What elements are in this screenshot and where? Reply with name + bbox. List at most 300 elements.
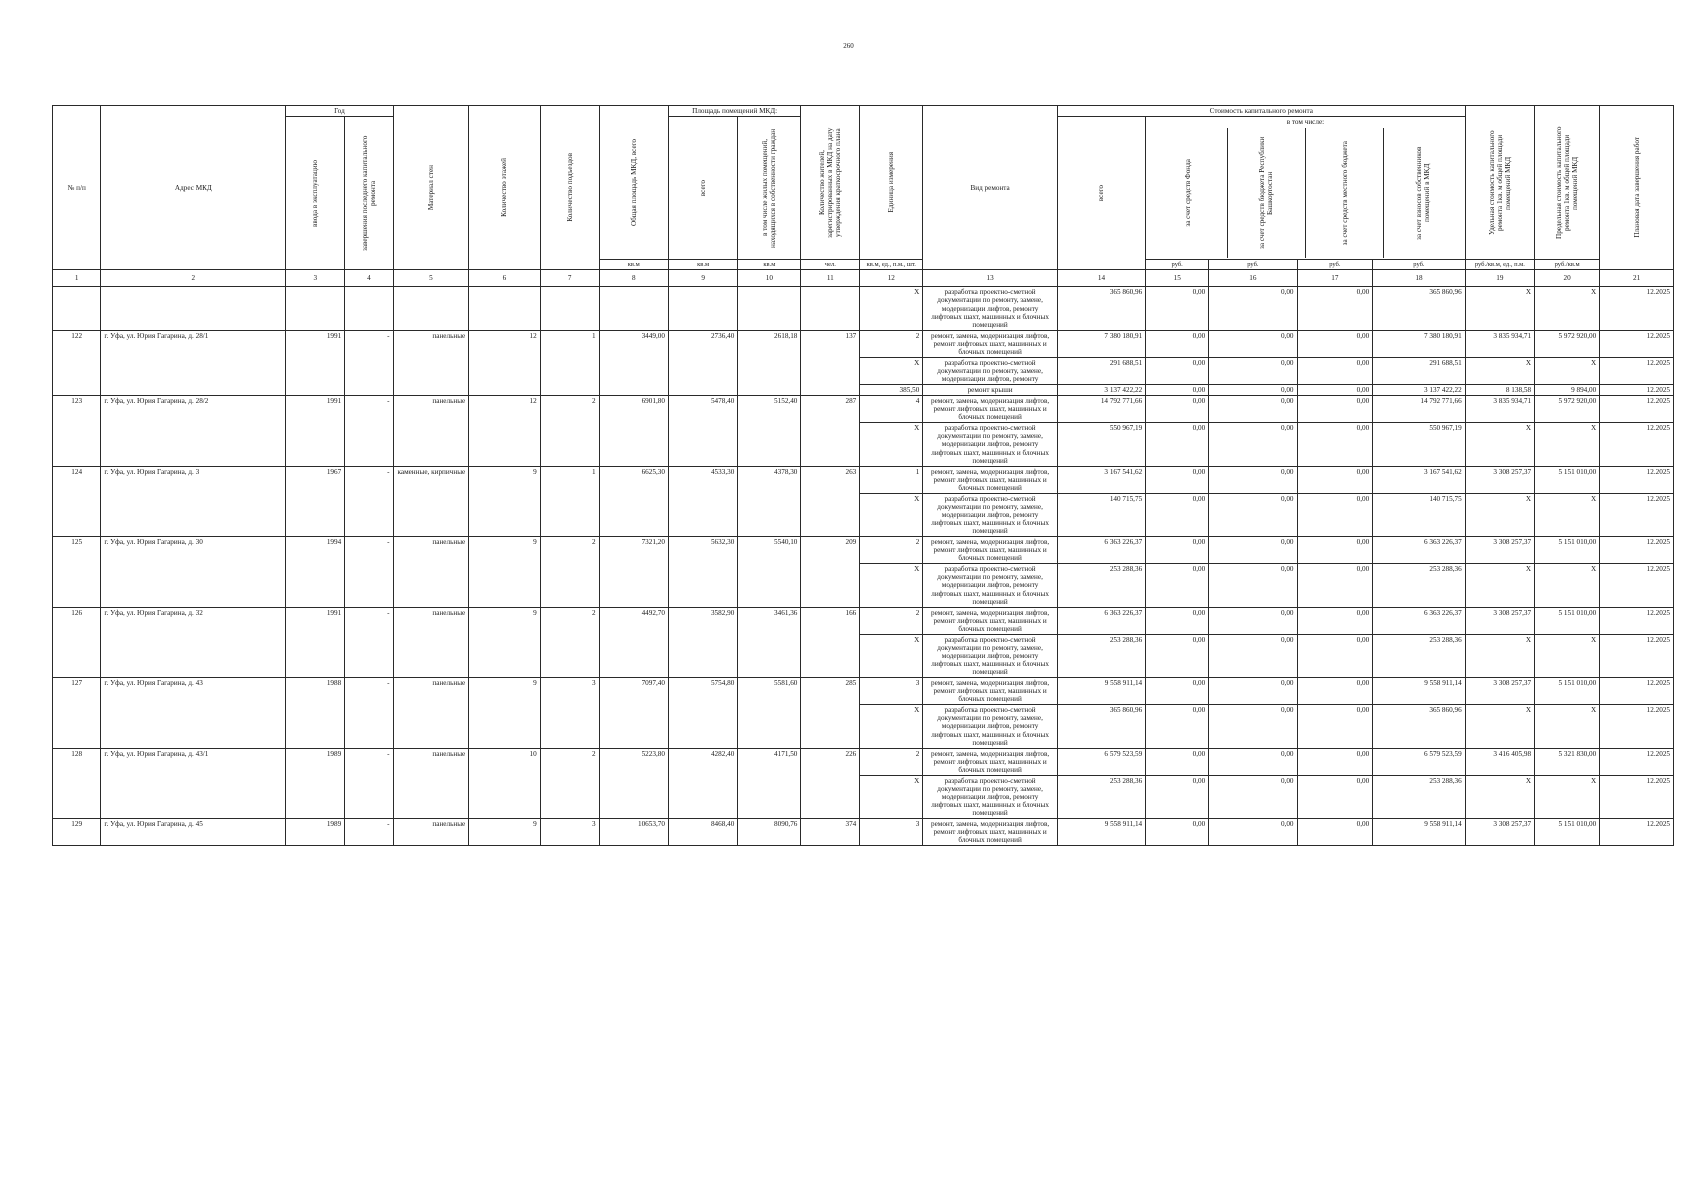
premises-total: 5632,30 [668,537,737,608]
cost-republic: 0,00 [1209,607,1297,634]
year-commission: 1991 [286,396,345,467]
year-commission: 1967 [286,466,345,537]
deadline: 12.2025 [1600,466,1674,493]
limit-cost: 5 151 010,00 [1535,819,1600,846]
unit-residents: чел. [801,260,860,270]
work-quantity: X [860,423,923,466]
header-unit-cost-text: Удельная стоимость капитального ремонта 1кв. м общей площади помещений МКД [1487,130,1512,235]
cost-republic: 0,00 [1209,705,1297,748]
building-address: г. Уфа, ул. Юрия Гагарина, д. 43 [101,678,286,749]
unit-unit-cost: руб./кв.м, ед., п.м. [1465,260,1534,270]
work-quantity: X [860,287,923,330]
total-area: 10653,70 [599,819,668,846]
cost-fund: 0,00 [1146,396,1209,423]
floors-count: 9 [469,607,540,678]
work-quantity: X [860,705,923,748]
premises-paid: 5581,60 [738,678,801,749]
cost-republic: 0,00 [1209,385,1297,396]
cost-republic: 0,00 [1209,357,1297,384]
residents-count: 226 [801,748,860,819]
table-row [53,819,1674,846]
wall-material: панельные [393,607,469,678]
deadline: 12.2025 [1600,330,1674,357]
cost-republic: 0,00 [1209,634,1297,677]
building-address [101,287,286,330]
unit-cost: X [1465,705,1534,748]
header-limit-cost-text: Предельная стоимость капитального ремонта 1кв. м общей площади помещений МКД [1555,126,1580,239]
deadline: 12.2025 [1600,287,1674,330]
column-number: 6 [469,270,540,287]
entrances-count [540,287,599,330]
header-deadline [1600,106,1674,270]
work-type: разработка проектно-сметной документации по ремонту, замене, модернизации лифтов, ремонту лифтовых шахт, машинных и блочных помещений [923,493,1058,536]
header-unit-measure-text: Единица измерения [887,152,896,213]
cost-local: 0,00 [1297,819,1373,846]
column-number: 7 [540,270,599,287]
limit-cost: X [1535,357,1600,384]
limit-cost: 5 972 920,00 [1535,396,1600,423]
residents-count: 137 [801,330,860,395]
unit-unit-measure: кв.м, ед., п.м., шт. [860,260,923,270]
cost-republic: 0,00 [1209,466,1297,493]
wall-material [393,287,469,330]
unit-cost: X [1465,493,1534,536]
building-num: 124 [53,466,101,537]
entrances-count: 2 [540,748,599,819]
cost-fund: 0,00 [1146,493,1209,536]
limit-cost: X [1535,287,1600,330]
year-commission: 1994 [286,537,345,608]
table-row [53,537,1674,564]
work-quantity: 2 [860,537,923,564]
cost-fund: 0,00 [1146,819,1209,846]
header-cost-incl-text: в том числе: [1286,118,1325,127]
cost-fund: 0,00 [1146,607,1209,634]
deadline: 12.2025 [1600,678,1674,705]
work-type: разработка проектно-сметной документации по ремонту, замене, модернизации лифтов, ремонту лифтовых шахт, машинных и блочных помещений [923,287,1058,330]
year-last-repair: - [345,678,393,749]
cost-republic: 0,00 [1209,819,1297,846]
work-quantity: 2 [860,330,923,357]
entrances-count: 2 [540,396,599,467]
cost-local: 0,00 [1297,423,1373,466]
deadline: 12.2025 [1600,396,1674,423]
total-area: 6901,80 [599,396,668,467]
cost-owners: 550 967,19 [1373,423,1466,466]
unit-limit-cost: руб./кв.м [1535,260,1600,270]
entrances-count: 2 [540,537,599,608]
unit-cost: X [1465,423,1534,466]
wall-material: панельные [393,537,469,608]
unit-cost-owners: руб. [1373,260,1466,270]
unit-premises-total: кв.м [668,260,737,270]
floors-count: 12 [469,396,540,467]
limit-cost: 5 151 010,00 [1535,466,1600,493]
column-number: 11 [801,270,860,287]
cost-local: 0,00 [1297,748,1373,775]
entrances-count: 3 [540,819,599,846]
wall-material: панельные [393,678,469,749]
building-address: г. Уфа, ул. Юрия Гагарина, д. 28/1 [101,330,286,395]
year-commission: 1989 [286,748,345,819]
work-type: ремонт, замена, модернизация лифтов, ремонт лифтовых шахт, машинных и блочных помещений [923,330,1058,357]
header-cost-incl [1146,117,1466,260]
total-area [599,287,668,330]
work-quantity: 385,50 [860,385,923,396]
cost-local: 0,00 [1297,775,1373,818]
header-deadline-text: Плановая дата завершения работ [1632,137,1641,239]
unit-cost: X [1465,287,1534,330]
unit-cost-fund: руб. [1146,260,1209,270]
cost-owners: 253 288,36 [1373,634,1466,677]
cost-republic: 0,00 [1209,330,1297,357]
work-quantity: 1 [860,466,923,493]
cost-local: 0,00 [1297,330,1373,357]
premises-total: 5754,80 [668,678,737,749]
cost-fund: 0,00 [1146,357,1209,384]
header-residents [801,106,860,260]
header-limit-cost [1535,106,1600,260]
cost-owners: 365 860,96 [1373,287,1466,330]
cost-fund: 0,00 [1146,423,1209,466]
floors-count [469,287,540,330]
deadline: 12.2025 [1600,423,1674,466]
total-area: 4492,70 [599,607,668,678]
cost-owners: 14 792 771,66 [1373,396,1466,423]
column-number: 4 [345,270,393,287]
header-cost-fund-text: за счет средств Фонда [1183,159,1192,227]
header-cost-group: Стоимость капитального ремонта [1057,106,1465,117]
year-last-repair: - [345,466,393,537]
column-number: 17 [1297,270,1373,287]
residents-count: 287 [801,396,860,467]
cost-republic: 0,00 [1209,775,1297,818]
entrances-count: 2 [540,607,599,678]
header-premises-total-text: всего [699,180,708,197]
entrances-count: 3 [540,678,599,749]
floors-count: 10 [469,748,540,819]
repair-plan-table-sheet [52,105,1674,846]
cost-republic: 0,00 [1209,537,1297,564]
cost-local: 0,00 [1297,537,1373,564]
limit-cost: 5 321 830,00 [1535,748,1600,775]
cost-total: 140 715,75 [1057,493,1145,536]
work-type: разработка проектно-сметной документации по ремонту, замене, модернизации лифтов, ремонту лифтовых шахт, машинных и блочных помещений [923,705,1058,748]
unit-cost-local: руб. [1297,260,1373,270]
header-year-commission [286,117,345,270]
entrances-count: 1 [540,466,599,537]
year-last-repair [345,287,393,330]
premises-total: 8468,40 [668,819,737,846]
work-type: ремонт крыши [923,385,1058,396]
cost-fund: 0,00 [1146,634,1209,677]
header-unit-cost [1465,106,1534,260]
column-number: 16 [1209,270,1297,287]
header-total-area [599,106,668,260]
cost-total: 6 363 226,37 [1057,607,1145,634]
premises-total: 3582,90 [668,607,737,678]
cost-total: 7 380 180,91 [1057,330,1145,357]
cost-sub-headers [1149,128,1462,258]
column-number: 10 [738,270,801,287]
table-row [53,287,1674,330]
cost-owners: 6 579 523,59 [1373,748,1466,775]
premises-total: 2736,40 [668,330,737,395]
limit-cost: 5 151 010,00 [1535,537,1600,564]
limit-cost: 5 151 010,00 [1535,607,1600,634]
table-row [53,607,1674,634]
page-number: 260 [843,42,854,50]
cost-owners: 3 167 541,62 [1373,466,1466,493]
cost-total: 6 579 523,59 [1057,748,1145,775]
header-unit-measure [860,106,923,260]
cost-total: 9 558 911,14 [1057,678,1145,705]
work-quantity: 2 [860,748,923,775]
deadline: 12.2025 [1600,385,1674,396]
total-area: 6625,30 [599,466,668,537]
header-year-group: Год [286,106,393,117]
wall-material: панельные [393,748,469,819]
wall-material: панельные [393,819,469,846]
column-number: 13 [923,270,1058,287]
residents-count: 285 [801,678,860,749]
cost-owners: 6 363 226,37 [1373,537,1466,564]
cost-local: 0,00 [1297,287,1373,330]
table-header [53,106,1674,287]
column-number: 21 [1600,270,1674,287]
cost-owners: 253 288,36 [1373,775,1466,818]
work-type: ремонт, замена, модернизация лифтов, ремонт лифтовых шахт, машинных и блочных помещений [923,678,1058,705]
cost-republic: 0,00 [1209,678,1297,705]
cost-total: 3 167 541,62 [1057,466,1145,493]
year-commission: 1988 [286,678,345,749]
building-num: 128 [53,748,101,819]
total-area: 7097,40 [599,678,668,749]
cost-fund: 0,00 [1146,287,1209,330]
header-cost-local [1305,128,1383,258]
year-commission: 1989 [286,819,345,846]
unit-cost: 3 308 257,37 [1465,678,1534,705]
cost-owners: 9 558 911,14 [1373,678,1466,705]
header-repair-type: Вид ремонта [923,106,1058,270]
floors-count: 9 [469,678,540,749]
deadline: 12.2025 [1600,634,1674,677]
cost-fund: 0,00 [1146,385,1209,396]
header-year-last-repair [345,117,393,270]
building-address: г. Уфа, ул. Юрия Гагарина, д. 3 [101,466,286,537]
wall-material: панельные [393,396,469,467]
floors-count: 9 [469,819,540,846]
premises-paid: 4171,50 [738,748,801,819]
cost-fund: 0,00 [1146,330,1209,357]
column-number: 1 [53,270,101,287]
column-number: 8 [599,270,668,287]
floors-count: 12 [469,330,540,395]
unit-cost: 3 835 934,71 [1465,396,1534,423]
cost-local: 0,00 [1297,564,1373,607]
work-quantity: X [860,775,923,818]
premises-total: 5478,40 [668,396,737,467]
cost-local: 0,00 [1297,385,1373,396]
year-last-repair: - [345,819,393,846]
building-num: 127 [53,678,101,749]
cost-total: 3 137 422,22 [1057,385,1145,396]
limit-cost: X [1535,634,1600,677]
building-address: г. Уфа, ул. Юрия Гагарина, д. 30 [101,537,286,608]
building-address: г. Уфа, ул. Юрия Гагарина, д. 43/1 [101,748,286,819]
premises-paid [738,287,801,330]
year-last-repair: - [345,748,393,819]
cost-owners: 3 137 422,22 [1373,385,1466,396]
unit-cost: 3 835 934,71 [1465,330,1534,357]
cost-fund: 0,00 [1146,748,1209,775]
unit-cost: 3 308 257,37 [1465,607,1534,634]
header-entrances-text: Количество подъездов [565,153,574,223]
unit-cost: X [1465,634,1534,677]
column-number: 9 [668,270,737,287]
work-type: ремонт, замена, модернизация лифтов, ремонт лифтовых шахт, машинных и блочных помещений [923,466,1058,493]
unit-cost: X [1465,775,1534,818]
column-number: 12 [860,270,923,287]
header-wall-material-text: Материал стен [426,165,435,211]
cost-fund: 0,00 [1146,466,1209,493]
table-row [53,466,1674,493]
cost-republic: 0,00 [1209,564,1297,607]
cost-fund: 0,00 [1146,678,1209,705]
cost-total: 9 558 911,14 [1057,819,1145,846]
header-premises-group: Площадь помещений МКД: [668,106,800,117]
premises-paid: 5540,10 [738,537,801,608]
header-cost-owners [1384,128,1462,258]
work-type: разработка проектно-сметной документации по ремонту, замене, модернизации лифтов, ремонту лифтовых шахт, машинных и блочных помещений [923,423,1058,466]
header-floors-text: Количество этажей [500,158,509,218]
unit-premises-paid: кв.м [738,260,801,270]
year-commission [286,287,345,330]
year-last-repair: - [345,607,393,678]
floors-count: 9 [469,466,540,537]
header-premises-total [668,117,737,260]
cost-total: 365 860,96 [1057,705,1145,748]
year-commission: 1991 [286,330,345,395]
year-last-repair: - [345,330,393,395]
cost-total: 253 288,36 [1057,775,1145,818]
unit-cost: 3 308 257,37 [1465,466,1534,493]
header-wall-material [393,106,469,270]
work-type: ремонт, замена, модернизация лифтов, ремонт лифтовых шахт, машинных и блочных помещений [923,748,1058,775]
header-cost-total-text: всего [1097,185,1106,202]
header-cost-local-text: за счет средств местного бюджета [1340,140,1349,246]
premises-paid: 2618,18 [738,330,801,395]
cost-republic: 0,00 [1209,748,1297,775]
header-premises-paid-text: в том числе жилых помещений, находящихся в собственности граждан [761,128,778,248]
work-quantity: 3 [860,819,923,846]
cost-total: 253 288,36 [1057,564,1145,607]
year-last-repair: - [345,537,393,608]
premises-total: 4533,30 [668,466,737,537]
deadline: 12.2025 [1600,748,1674,775]
work-type: разработка проектно-сметной документации по ремонту, замене, модернизации лифтов, ремонту лифтовых шахт, машинных и блочных помещений [923,775,1058,818]
header-year-commission-text: ввода в эксплуатацию [311,159,320,227]
premises-paid: 4378,30 [738,466,801,537]
cost-owners: 7 380 180,91 [1373,330,1466,357]
repair-plan-table [52,105,1674,846]
cost-local: 0,00 [1297,607,1373,634]
cost-local: 0,00 [1297,678,1373,705]
work-quantity: 4 [860,396,923,423]
cost-owners: 365 860,96 [1373,705,1466,748]
column-number: 14 [1057,270,1145,287]
column-number: 15 [1146,270,1209,287]
year-commission: 1991 [286,607,345,678]
floors-count: 9 [469,537,540,608]
unit-cost: 3 416 405,98 [1465,748,1534,775]
cost-owners: 140 715,75 [1373,493,1466,536]
table-row [53,748,1674,775]
limit-cost: X [1535,564,1600,607]
unit-cost: X [1465,357,1534,384]
table-row [53,330,1674,357]
total-area: 3449,00 [599,330,668,395]
limit-cost: X [1535,775,1600,818]
cost-total: 550 967,19 [1057,423,1145,466]
unit-cost: 3 308 257,37 [1465,819,1534,846]
wall-material: панельные [393,330,469,395]
entrances-count: 1 [540,330,599,395]
header-residents-text: Количество жителей, зарегистрированных в МКД на дату утверждения краткосрочного плана [818,127,843,238]
cost-total: 365 860,96 [1057,287,1145,330]
building-num: 123 [53,396,101,467]
cost-total: 6 363 226,37 [1057,537,1145,564]
building-address: г. Уфа, ул. Юрия Гагарина, д. 45 [101,819,286,846]
cost-total: 14 792 771,66 [1057,396,1145,423]
header-entrances [540,106,599,270]
premises-total: 4282,40 [668,748,737,819]
work-type: ремонт, замена, модернизация лифтов, ремонт лифтовых шахт, машинных и блочных помещений [923,607,1058,634]
building-address: г. Уфа, ул. Юрия Гагарина, д. 28/2 [101,396,286,467]
limit-cost: X [1535,493,1600,536]
header-year-last-repair-text: завершения последнего капитального ремонта [360,135,377,251]
cost-local: 0,00 [1297,705,1373,748]
deadline: 12.2025 [1600,607,1674,634]
work-type: ремонт, замена, модернизация лифтов, ремонт лифтовых шахт, машинных и блочных помещений [923,396,1058,423]
year-last-repair: - [345,396,393,467]
header-num: № п/п [53,106,101,270]
building-num: 125 [53,537,101,608]
residents-count: 374 [801,819,860,846]
header-cost-fund [1149,128,1227,258]
header-premises-paid [738,117,801,260]
building-num: 122 [53,330,101,395]
header-address: Адрес МКД [101,106,286,270]
column-number-row [53,270,1674,287]
deadline: 12.2025 [1600,493,1674,536]
residents-count [801,287,860,330]
cost-local: 0,00 [1297,466,1373,493]
work-type: ремонт, замена, модернизация лифтов, ремонт лифтовых шахт, машинных и блочных помещений [923,537,1058,564]
limit-cost: 5 151 010,00 [1535,678,1600,705]
cost-republic: 0,00 [1209,396,1297,423]
deadline: 12.2025 [1600,357,1674,384]
work-type: разработка проектно-сметной документации по ремонту, замене, модернизации лифтов, ремонту [923,357,1058,384]
work-quantity: X [860,357,923,384]
residents-count: 166 [801,607,860,678]
cost-republic: 0,00 [1209,287,1297,330]
wall-material: каменные, кирпичные [393,466,469,537]
work-type: ремонт, замена, модернизация лифтов, ремонт лифтовых шахт, машинных и блочных помещений [923,819,1058,846]
residents-count: 263 [801,466,860,537]
cost-local: 0,00 [1297,396,1373,423]
building-num [53,287,101,330]
